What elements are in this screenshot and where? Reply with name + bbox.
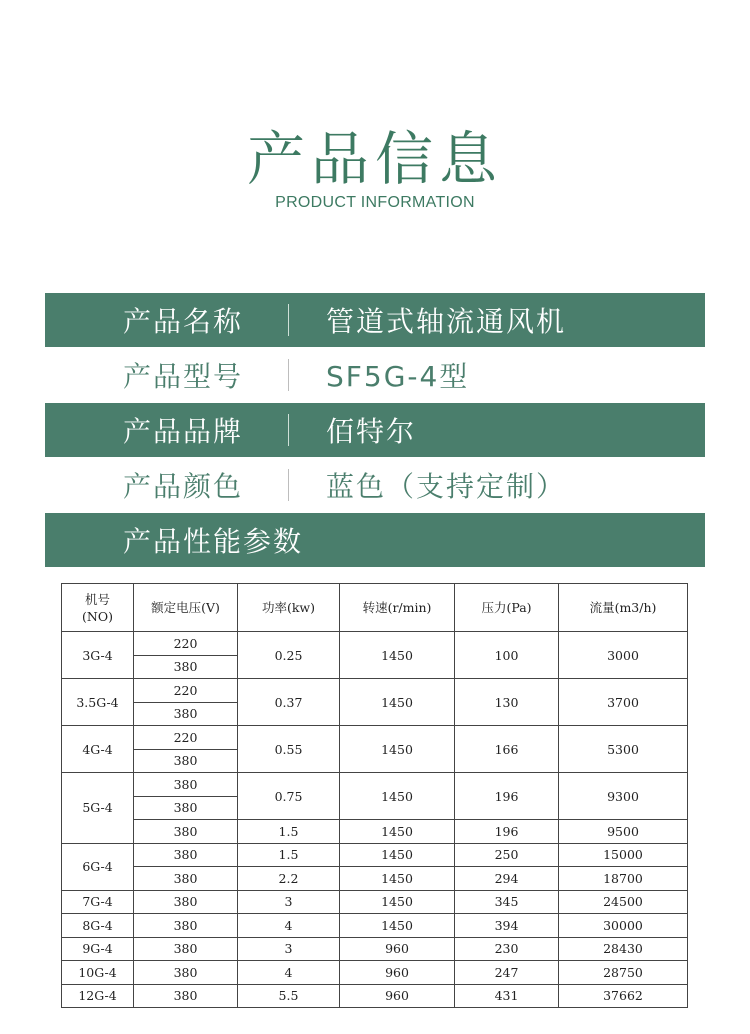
info-separator (288, 469, 289, 501)
cell-flow: 9500 (559, 820, 688, 844)
cell-voltage: 380 (134, 961, 238, 985)
info-label: 产品品牌 (123, 415, 244, 448)
cell-power: 2.2 (238, 867, 340, 891)
header-pressure: 压力(Pa) (455, 584, 559, 632)
cell-pressure: 294 (455, 867, 559, 891)
cell-model: 10G-4 (62, 961, 134, 985)
cell-voltage: 380 (134, 655, 238, 679)
cell-pressure: 166 (455, 726, 559, 773)
table-row (62, 984, 688, 1008)
cell-speed: 1450 (340, 867, 455, 891)
info-separator (288, 414, 289, 446)
info-value: 管道式轴流通风机 (326, 305, 567, 338)
cell-speed: 1450 (340, 890, 455, 914)
cell-model: 3.5G-4 (62, 679, 134, 726)
cell-model: 4G-4 (62, 726, 134, 773)
header-flow: 流量(m3/h) (559, 584, 688, 632)
info-value: 佰特尔 (326, 415, 417, 448)
cell-power: 0.55 (238, 726, 340, 773)
cell-power: 0.75 (238, 773, 340, 820)
cell-flow: 15000 (559, 843, 688, 867)
cell-flow: 9300 (559, 773, 688, 820)
cell-voltage: 380 (134, 843, 238, 867)
cell-flow: 3000 (559, 632, 688, 679)
cell-voltage: 220 (134, 679, 238, 703)
cell-pressure: 250 (455, 843, 559, 867)
cell-power: 4 (238, 914, 340, 938)
table-row (62, 914, 688, 938)
info-value: 蓝色（支持定制） (326, 470, 567, 503)
table-header-row (62, 584, 688, 632)
info-label: 产品颜色 (123, 470, 244, 503)
info-label: 产品名称 (123, 305, 244, 338)
cell-model: 5G-4 (62, 773, 134, 844)
cell-pressure: 394 (455, 914, 559, 938)
cell-speed: 1450 (340, 914, 455, 938)
cell-model: 8G-4 (62, 914, 134, 938)
info-label: 产品型号 (123, 360, 244, 393)
header-power: 功率(kw) (238, 584, 340, 632)
cell-flow: 28750 (559, 961, 688, 985)
cell-speed: 960 (340, 937, 455, 961)
cell-pressure: 345 (455, 890, 559, 914)
cell-flow: 5300 (559, 726, 688, 773)
cell-power: 1.5 (238, 820, 340, 844)
table-row (62, 773, 688, 797)
cell-voltage: 380 (134, 749, 238, 773)
page-title: 产品信息 (246, 125, 503, 193)
page-subtitle: PRODUCT INFORMATION (275, 194, 475, 211)
cell-pressure: 196 (455, 773, 559, 820)
cell-voltage: 380 (134, 937, 238, 961)
cell-flow: 3700 (559, 679, 688, 726)
cell-speed: 1450 (340, 820, 455, 844)
info-label: 产品性能参数 (123, 525, 304, 558)
cell-speed: 1450 (340, 632, 455, 679)
cell-voltage: 380 (134, 702, 238, 726)
cell-model: 3G-4 (62, 632, 134, 679)
info-row-color (45, 458, 705, 512)
cell-flow: 18700 (559, 867, 688, 891)
cell-pressure: 196 (455, 820, 559, 844)
cell-pressure: 130 (455, 679, 559, 726)
info-separator (288, 359, 289, 391)
cell-speed: 960 (340, 984, 455, 1008)
cell-speed: 1450 (340, 679, 455, 726)
table-row (62, 843, 688, 867)
cell-model: 6G-4 (62, 843, 134, 890)
cell-voltage: 380 (134, 867, 238, 891)
info-row-brand (45, 403, 705, 457)
info-separator (288, 304, 289, 336)
cell-flow: 37662 (559, 984, 688, 1008)
cell-power: 4 (238, 961, 340, 985)
info-row-name (45, 293, 705, 347)
cell-pressure: 230 (455, 937, 559, 961)
cell-voltage: 380 (134, 914, 238, 938)
cell-flow: 30000 (559, 914, 688, 938)
info-value: SF5G-4型 (326, 360, 470, 393)
cell-power: 0.37 (238, 679, 340, 726)
header-model-line2: (NO) (82, 608, 113, 624)
cell-pressure: 100 (455, 632, 559, 679)
table-row (62, 820, 688, 844)
cell-power: 3 (238, 890, 340, 914)
cell-voltage: 380 (134, 890, 238, 914)
header-voltage: 额定电压(V) (134, 584, 238, 632)
cell-model: 12G-4 (62, 984, 134, 1008)
cell-flow: 28430 (559, 937, 688, 961)
table-row (62, 679, 688, 703)
cell-voltage: 380 (134, 820, 238, 844)
cell-speed: 1450 (340, 843, 455, 867)
header-model (62, 584, 134, 632)
cell-speed: 1450 (340, 726, 455, 773)
cell-flow: 24500 (559, 890, 688, 914)
table-row (62, 726, 688, 750)
table-row (62, 961, 688, 985)
table-row (62, 937, 688, 961)
table-row (62, 890, 688, 914)
cell-model: 9G-4 (62, 937, 134, 961)
cell-speed: 960 (340, 961, 455, 985)
cell-pressure: 247 (455, 961, 559, 985)
cell-pressure: 431 (455, 984, 559, 1008)
header-model-line1: 机号 (84, 591, 110, 607)
info-row-performance (45, 513, 705, 567)
cell-power: 5.5 (238, 984, 340, 1008)
cell-power: 1.5 (238, 843, 340, 867)
table-row (62, 632, 688, 656)
cell-voltage: 380 (134, 773, 238, 797)
cell-voltage: 220 (134, 726, 238, 750)
cell-power: 0.25 (238, 632, 340, 679)
table-row (62, 867, 688, 891)
cell-voltage: 380 (134, 984, 238, 1008)
cell-power: 3 (238, 937, 340, 961)
cell-voltage: 220 (134, 632, 238, 656)
info-row-model (45, 348, 705, 402)
cell-model: 7G-4 (62, 890, 134, 914)
cell-voltage: 380 (134, 796, 238, 820)
header-speed: 转速(r/min) (340, 584, 455, 632)
cell-speed: 1450 (340, 773, 455, 820)
spec-table (61, 583, 688, 1008)
